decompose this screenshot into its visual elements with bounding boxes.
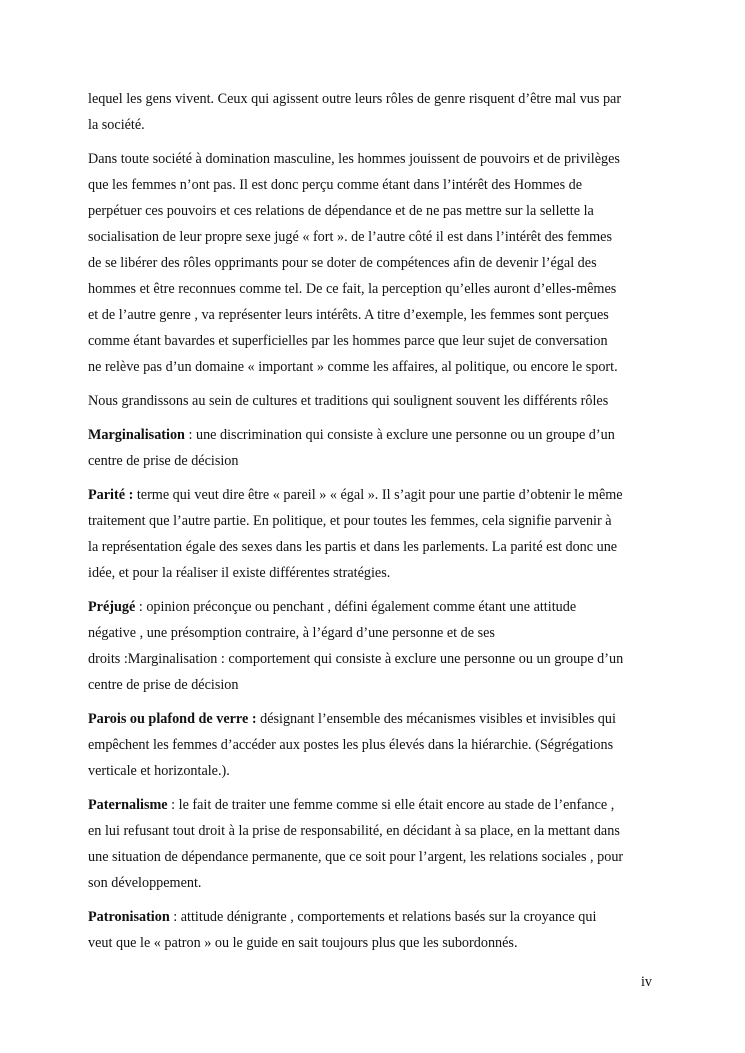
text-line: négative , une présomption contraire, à l’égard d’une personne et de ses — [88, 625, 495, 641]
text-line: lequel les gens vivent. Ceux qui agissent outre leurs rôles de genre risquent d’être mal vus par — [88, 91, 622, 107]
definition-term: Parité : — [88, 487, 134, 503]
definition-text: : opinion préconçue ou penchant , défini également comme étant une attitude — [135, 599, 577, 615]
text-line: de se libérer des rôles opprimants pour se doter de compétences afin de devenir l’égal des — [88, 255, 597, 271]
text-line — [88, 792, 668, 818]
text-line: hommes et être reconnues comme tel. De ce fait, la perception qu’elles auront d’elles-mêmes — [88, 281, 617, 297]
text-line: son développement. — [88, 875, 202, 891]
definition-marginalisation — [88, 422, 668, 474]
definition-paternalisme — [88, 792, 668, 896]
definition-plafond-de-verre — [88, 706, 668, 784]
document-page — [88, 86, 668, 964]
text-line: comme étant bavardes et superficielles par les hommes parce que leur sujet de conversation — [88, 333, 608, 349]
text-line: Nous grandissons au sein de cultures et traditions qui soulignent souvent les différents rôles — [88, 393, 609, 409]
text-line: perpétuer ces pouvoirs et ces relations de dépendance et de ne pas mettre sur la sellette la — [88, 203, 594, 219]
text-line: la société. — [88, 117, 145, 133]
paragraph-intro-continuation — [88, 86, 668, 138]
definition-term: Paternalisme — [88, 797, 168, 813]
text-line: une situation de dépendance permanente, que ce soit pour l’argent, les relations sociales , pour — [88, 849, 624, 865]
definition-term: Patronisation — [88, 909, 170, 925]
definition-term: Marginalisation — [88, 427, 185, 443]
definition-term: Préjugé — [88, 599, 136, 615]
text-line: Dans toute société à domination masculine, les hommes jouissent de pouvoirs et de privilèges — [88, 151, 620, 167]
definition-text: : le fait de traiter une femme comme si elle était encore au stade de l’enfance , — [167, 797, 615, 813]
definition-text: terme qui veut dire être « pareil » « égal ». Il s’agit pour une partie d’obtenir le même — [133, 487, 623, 503]
text-line: socialisation de leur propre sexe jugé « fort ». de l’autre côté il est dans l’intérêt des femmes — [88, 229, 612, 245]
text-line — [88, 904, 668, 930]
text-line: empêchent les femmes d’accéder aux postes les plus élevés dans la hiérarchie. (Ségrégations — [88, 737, 614, 753]
paragraph-male-domination — [88, 146, 668, 380]
text-line: centre de prise de décision — [88, 453, 239, 469]
definition-term: Parois ou plafond de verre : — [88, 711, 257, 727]
definition-text: : attitude dénigrante , comportements et relations basés sur la croyance qui — [169, 909, 597, 925]
text-line: et de l’autre genre , va représenter leurs intérêts. A titre d’exemple, les femmes sont perçues — [88, 307, 609, 323]
text-line: ne relève pas d’un domaine « important » comme les affaires, al politique, ou encore le sport. — [88, 359, 618, 375]
text-line: droits :Marginalisation : comportement qui consiste à exclure une personne ou un groupe d’un — [88, 651, 624, 667]
text-line — [88, 482, 668, 508]
text-line: en lui refusant tout droit à la prise de responsabilité, en décidant à sa place, en la mettant dans — [88, 823, 620, 839]
paragraph-cultures — [88, 388, 668, 414]
text-line: verticale et horizontale.). — [88, 763, 230, 779]
text-line — [88, 594, 668, 620]
page-number: iv — [640, 974, 652, 990]
text-line: traitement que l’autre partie. En politique, et pour toutes les femmes, cela signifie parvenir à — [88, 513, 612, 529]
text-line: que les femmes n’ont pas. Il est donc perçu comme étant dans l’intérêt des Hommes de — [88, 177, 583, 193]
text-line — [88, 422, 668, 448]
definition-prejuge — [88, 594, 668, 698]
definition-text: désignant l’ensemble des mécanismes visibles et invisibles qui — [256, 711, 616, 727]
definition-text: : une discrimination qui consiste à exclure une personne ou un groupe d’un — [184, 427, 615, 443]
text-line: la représentation égale des sexes dans les partis et dans les parlements. La parité est donc une — [88, 539, 618, 555]
text-line: centre de prise de décision — [88, 677, 239, 693]
definition-patronisation — [88, 904, 668, 956]
text-line: idée, et pour la réaliser il existe différentes stratégies. — [88, 565, 391, 581]
definition-parite — [88, 482, 668, 586]
text-line — [88, 706, 668, 732]
text-line: veut que le « patron » ou le guide en sait toujours plus que les subordonnés. — [88, 935, 518, 951]
